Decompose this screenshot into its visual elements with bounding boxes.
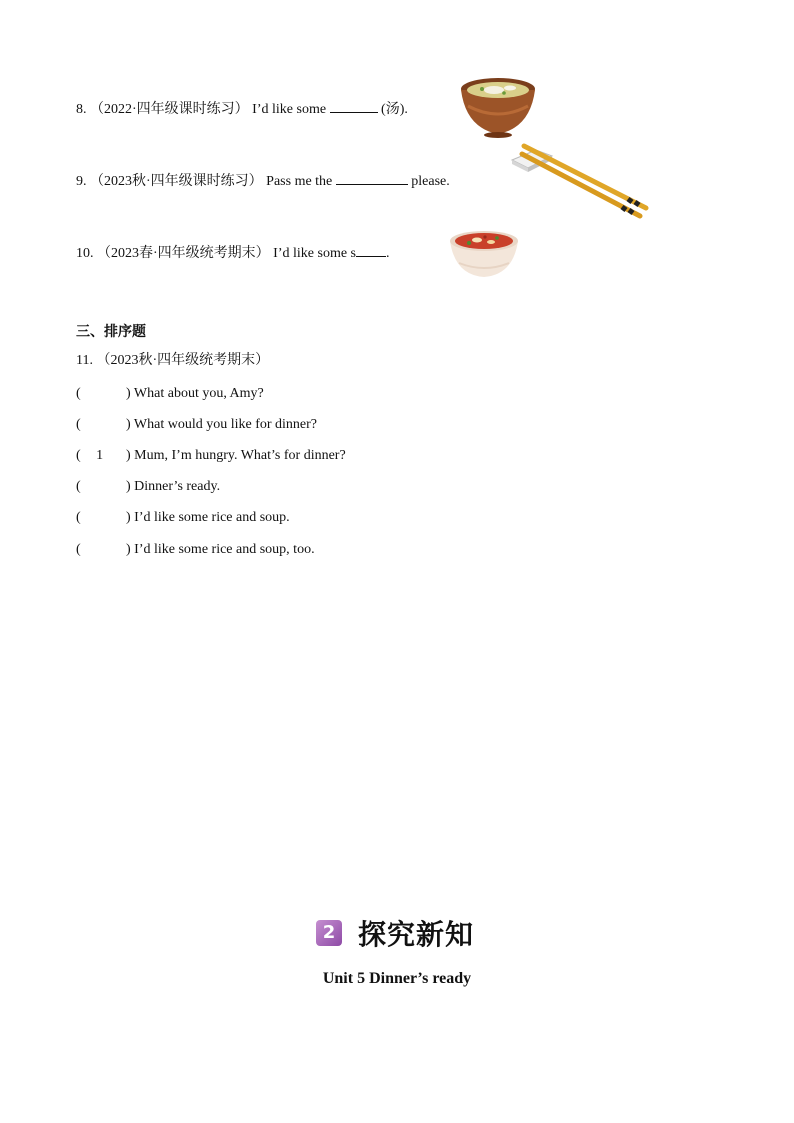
ordering-item [76,541,315,559]
question-11 [76,352,269,370]
question-text: I’d like some s [273,246,356,261]
ordering-item [76,478,220,496]
question-hint: please. [411,174,450,189]
question-text: I’d like some [252,102,327,117]
number-badge-icon: 2 [316,920,342,946]
question-number: 10. [76,246,94,261]
answer-slot[interactable]: ( 1 [76,448,104,463]
ordering-item [76,385,264,403]
chopsticks-icon [508,136,654,222]
question-hint: . [386,246,390,261]
question-number: 9. [76,174,87,189]
ordering-item-text: ) I’d like some rice and soup. [126,510,290,525]
ordering-item [76,447,346,465]
question-9 [76,171,450,191]
answer-slot[interactable]: ( [76,417,81,432]
answer-slot[interactable]: ( [76,386,81,401]
answer-blank[interactable] [336,171,408,185]
ordering-item [76,416,317,434]
soup-bowl-icon [458,76,538,138]
ordering-item-text: ) What would you like for dinner? [126,417,318,432]
question-source: （2023秋·四年级统考期末） [96,353,270,368]
question-10 [76,243,390,263]
question-source: （2023秋·四年级课时练习） [90,174,263,189]
answer-slot[interactable]: ( [76,479,81,494]
question-text: Pass me the [266,174,333,189]
ordering-item-text: ) Dinner’s ready. [126,479,221,494]
question-source: （2023春·四年级统考期末） [97,246,270,261]
ordering-item-text: ) I’d like some rice and soup, too. [126,542,315,557]
ordering-item [76,509,290,527]
answer-blank[interactable] [330,99,378,113]
unit-title: Unit 5 Dinner’s ready [322,970,472,987]
answer-slot[interactable]: ( [76,510,81,525]
ordering-item-text: ) What about you, Amy? [126,386,264,401]
tomato-soup-bowl-icon [447,227,521,279]
answer-blank[interactable] [356,243,386,257]
answer-slot[interactable]: ( [76,542,81,557]
section-heading: 三、排序题 [76,324,146,340]
banner-title: 探究新知 [358,918,475,951]
question-number: 8. [76,102,87,117]
ordering-item-text: ) Mum, I’m hungry. What’s for dinner? [126,448,346,463]
question-8 [76,99,408,119]
question-hint: (汤). [381,102,408,117]
question-number: 11. [76,353,93,368]
section-banner [316,913,474,953]
question-source: （2022·四年级课时练习） [90,102,249,117]
